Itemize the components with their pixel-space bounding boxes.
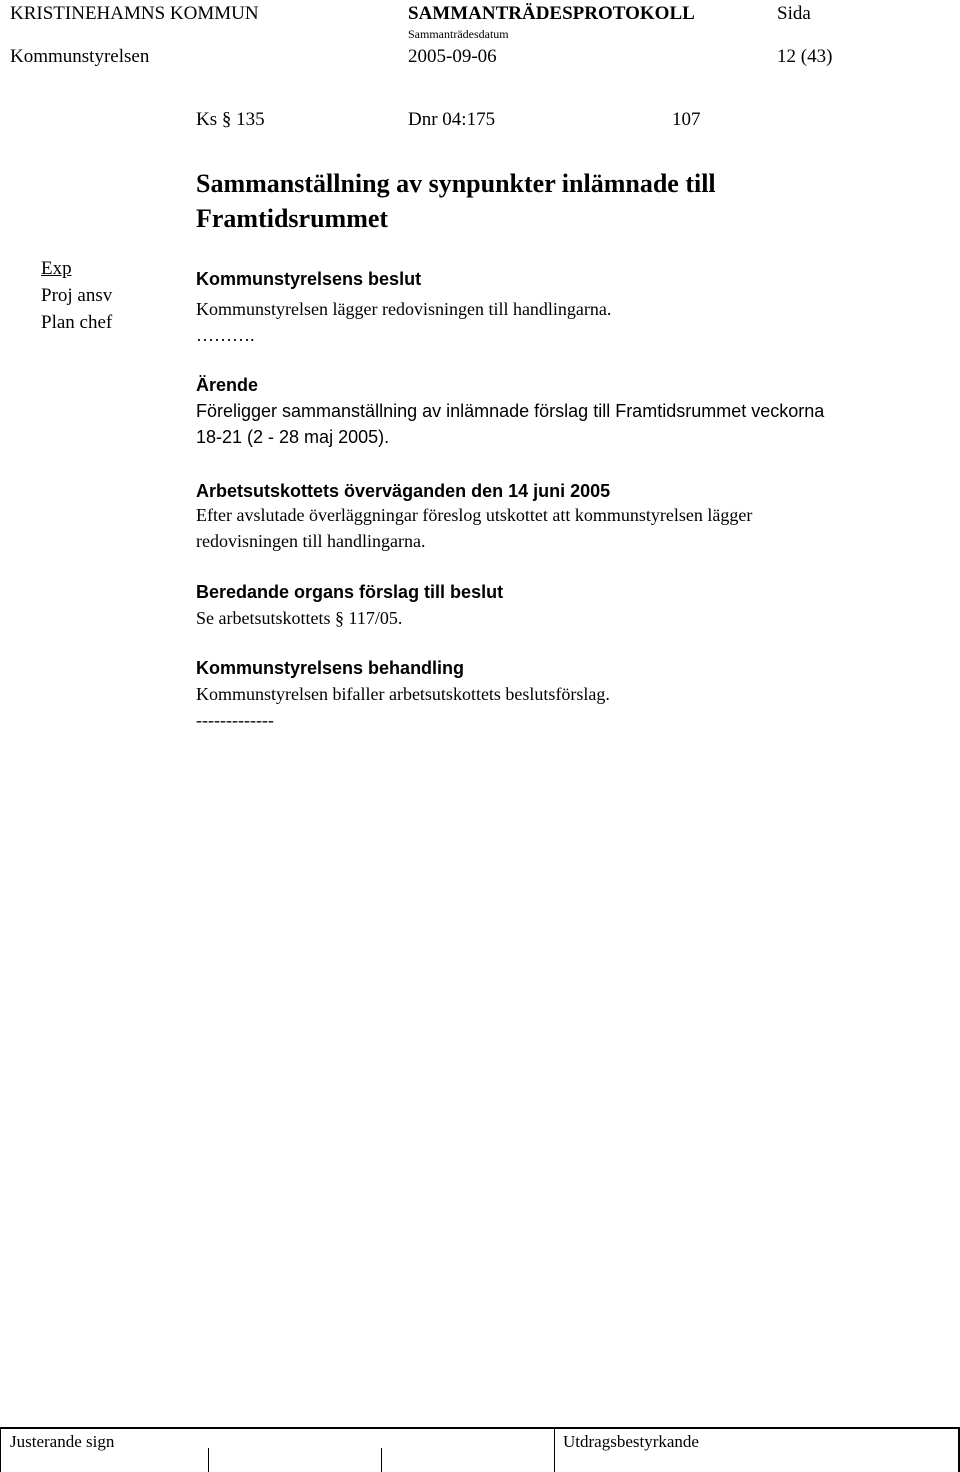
footer-left-border — [0, 1427, 1, 1472]
sign-tick-2 — [381, 1448, 382, 1472]
footer-extract-label: Utdragsbestyrkande — [563, 1432, 699, 1451]
arende-line1: Föreligger sammanställning av inlämnade förslag till Framtidsrummet veckorna — [196, 401, 825, 421]
behandling-text: Kommunstyrelsen bifaller arbetsutskottets beslutsförslag. — [196, 684, 610, 704]
distribution-plan: Plan chef — [41, 312, 113, 333]
behandling-text-block — [196, 681, 936, 733]
arende-line2: 18-21 (2 - 28 maj 2005). — [196, 427, 390, 447]
decision-section — [196, 266, 936, 292]
meeting-date-label: Sammanträdesdatum — [408, 27, 509, 41]
beredande-text-block — [196, 605, 936, 631]
municipality-name: KRISTINEHAMNS KOMMUN — [10, 3, 259, 24]
decision-dots: ………. — [196, 325, 255, 345]
footer-sign-label: Justerande sign — [10, 1432, 115, 1451]
document-title-line2: Framtidsrummet — [196, 204, 389, 233]
arende-heading: Ärende — [196, 375, 259, 395]
footer-top-border — [0, 1427, 960, 1429]
beredande-heading: Beredande organs förslag till beslut — [196, 582, 504, 602]
committee-name: Kommunstyrelsen — [10, 46, 150, 67]
dnr: Dnr 04:175 — [408, 109, 496, 130]
decision-heading: Kommunstyrelsens beslut — [196, 269, 422, 289]
document-title-line1: Sammanställning av synpunkter inlämnade till — [196, 169, 716, 198]
page-label: Sida — [777, 3, 811, 24]
ks-paragraph: Ks § 135 — [196, 109, 265, 130]
behandling-heading: Kommunstyrelsens behandling — [196, 658, 465, 678]
au-section — [196, 478, 936, 504]
meeting-date: 2005-09-06 — [408, 46, 497, 67]
arende-section — [196, 372, 936, 450]
beredande-section — [196, 579, 936, 605]
sign-tick-1 — [208, 1448, 209, 1472]
distribution-exp: Exp — [41, 258, 72, 279]
protocol-title: SAMMANTRÄDESPROTOKOLL — [408, 3, 695, 24]
distribution-proj: Proj ansv — [41, 285, 113, 306]
beredande-text: Se arbetsutskottets § 117/05. — [196, 608, 403, 628]
au-line1: Efter avslutade överläggningar föreslog utskottet att kommunstyrelsen lägger — [196, 505, 753, 525]
behandling-separator: ------------- — [196, 710, 274, 730]
behandling-section — [196, 655, 936, 681]
au-text-block — [196, 502, 936, 554]
decision-text: Kommunstyrelsen lägger redovisningen till handlingarna. — [196, 299, 612, 319]
decision-text-block — [196, 296, 936, 348]
au-line2: redovisningen till handlingarna. — [196, 531, 426, 551]
reference-number: 107 — [672, 109, 701, 130]
footer-divider — [554, 1427, 555, 1472]
page-number: 12 (43) — [777, 46, 833, 67]
au-heading: Arbetsutskottets överväganden den 14 juni 2005 — [196, 481, 611, 501]
